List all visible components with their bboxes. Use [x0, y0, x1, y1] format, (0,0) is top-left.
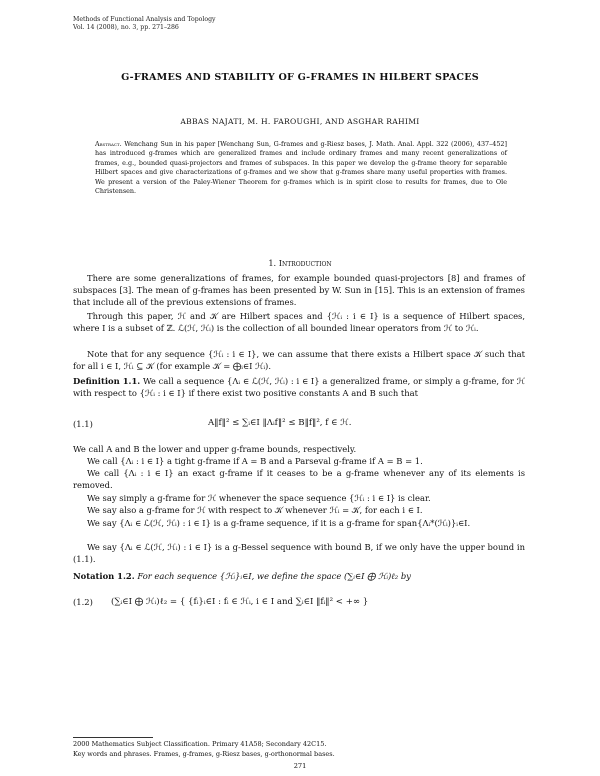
- journal-name: Methods of Functional Analysis and Topology: [73, 16, 216, 23]
- definition-1-1: [73, 375, 525, 399]
- equation-1-1: A‖f‖² ≤ ∑ᵢ∈I ‖Λᵢf‖² ≤ B‖f‖², f ∈ ℋ.: [208, 418, 352, 428]
- footnote-msc: 2000 Mathematics Subject Classification. Primary 41A58; Secondary 42C15.: [73, 740, 327, 748]
- definition-after-7: We say {Λᵢ ∈ ℒ(ℋ, ℋᵢ) : i ∈ I} is a g-Bessel sequence with bound B, if we only have the upper bound in (1.1).: [73, 542, 525, 565]
- equation-number-1-1: (1.1): [73, 419, 93, 429]
- definition-after-5: We say also a g-frame for ℋ with respect to 𝒦 whenever ℋᵢ = 𝒦, for each i ∈ I.: [87, 505, 423, 515]
- equation-1-2: (∑ᵢ∈I ⨁ ℋᵢ)ℓ₂ = { {fᵢ}ᵢ∈I : fᵢ ∈ ℋᵢ, i ∈ I and ∑ᵢ∈I ‖fᵢ‖² < +∞ }: [111, 597, 369, 607]
- notation-label: Notation 1.2.: [73, 571, 135, 581]
- abstract-text: Wenchang Sun in his paper [Wenchang Sun, G-frames and g-Riesz bases, J. Math. Anal. Appl. 322 (2006), 437–452] has introduced g-frames which are generalized frames and include ordinary frames and many recent generalizations of frames, e.g., bounded quasi-projectors and frames of subspaces. In this paper we develop the g-frame theory for separable Hilbert spaces and give characterizations of g-frames and we show that g-frames share many useful properties with frames. We present a version of the Paley-Wiener Theorem for g-frames which is in spirit close to results for frames, due to Ole Christensen.: [95, 140, 507, 196]
- notation-text: For each sequence {ℋᵢ}ᵢ∈I, we define the space (∑ᵢ∈I ⨁ ℋᵢ)ℓ₂ by: [137, 571, 411, 581]
- intro-paragraph-1: There are some generalizations of frames, for example bounded quasi-projectors [8] and frames of subspaces [3]. The mean of g-frames has been presented by W. Sun in [15]. This is an extension of frames that include all of the previous extensions of frames.: [73, 273, 525, 308]
- journal-volume: Vol. 14 (2008), no. 3, pp. 271–286: [73, 24, 179, 31]
- footnote-keywords: Key words and phrases. Frames, g-frames, g-Riesz bases, g-orthonormal bases.: [73, 750, 335, 758]
- definition-after-1: We call A and B the lower and upper g-frame bounds, respectively.: [73, 444, 357, 454]
- journal-header: [73, 16, 216, 32]
- definition-after-2: We call {Λᵢ : i ∈ I} a tight g-frame if A = B and a Parseval g-frame if A = B = 1.: [87, 456, 423, 466]
- intro-paragraph-2: Through this paper, ℋ and 𝒦 are Hilbert spaces and {ℋᵢ : i ∈ I} is a sequence of Hilbert spaces, where I is a subset of ℤ. ℒ(ℋ, ℋᵢ) is the collection of all bounded linear operators from ℋ to ℋᵢ.: [73, 311, 525, 334]
- abstract-label: Abstract.: [95, 140, 122, 148]
- footnote-rule: [73, 737, 153, 738]
- definition-after-3: We call {Λᵢ : i ∈ I} an exact g-frame if it ceases to be a g-frame whenever any of its elements is removed.: [73, 468, 525, 491]
- intro-paragraph-3: Note that for any sequence {ℋᵢ : i ∈ I}, we can assume that there exists a Hilbert space 𝒦 such that for all i ∈ I, ℋᵢ ⊆ 𝒦 (for example 𝒦 = ⨁ᵢ∈I ℋᵢ).: [73, 349, 525, 372]
- section-heading: 1. Introduction: [268, 258, 332, 268]
- definition-text: We call a sequence {Λᵢ ∈ ℒ(ℋ, ℋᵢ) : i ∈ I} a generalized frame, or simply a g-frame, for ℋ with respect to {ℋᵢ : i ∈ I} if there exist two positive constants A and B such that: [73, 376, 525, 399]
- abstract: [95, 140, 507, 196]
- paper-authors: ABBAS NAJATI, M. H. FAROUGHI, AND ASGHAR RAHIMI: [180, 117, 420, 126]
- definition-after-6: We say {Λᵢ ∈ ℒ(ℋ, ℋᵢ) : i ∈ I} is a g-frame sequence, if it is a g-frame for span{Λᵢ*(ℋᵢ)}ᵢ∈I.: [87, 518, 471, 528]
- page-number: 271: [293, 762, 307, 770]
- notation-1-2: [73, 570, 525, 582]
- paper-title: G-FRAMES AND STABILITY OF G-FRAMES IN HILBERT SPACES: [121, 72, 479, 83]
- definition-label: Definition 1.1.: [73, 376, 141, 386]
- equation-number-1-2: (1.2): [73, 597, 93, 607]
- definition-after-4: We say simply a g-frame for ℋ whenever the space sequence {ℋᵢ : i ∈ I} is clear.: [87, 493, 431, 503]
